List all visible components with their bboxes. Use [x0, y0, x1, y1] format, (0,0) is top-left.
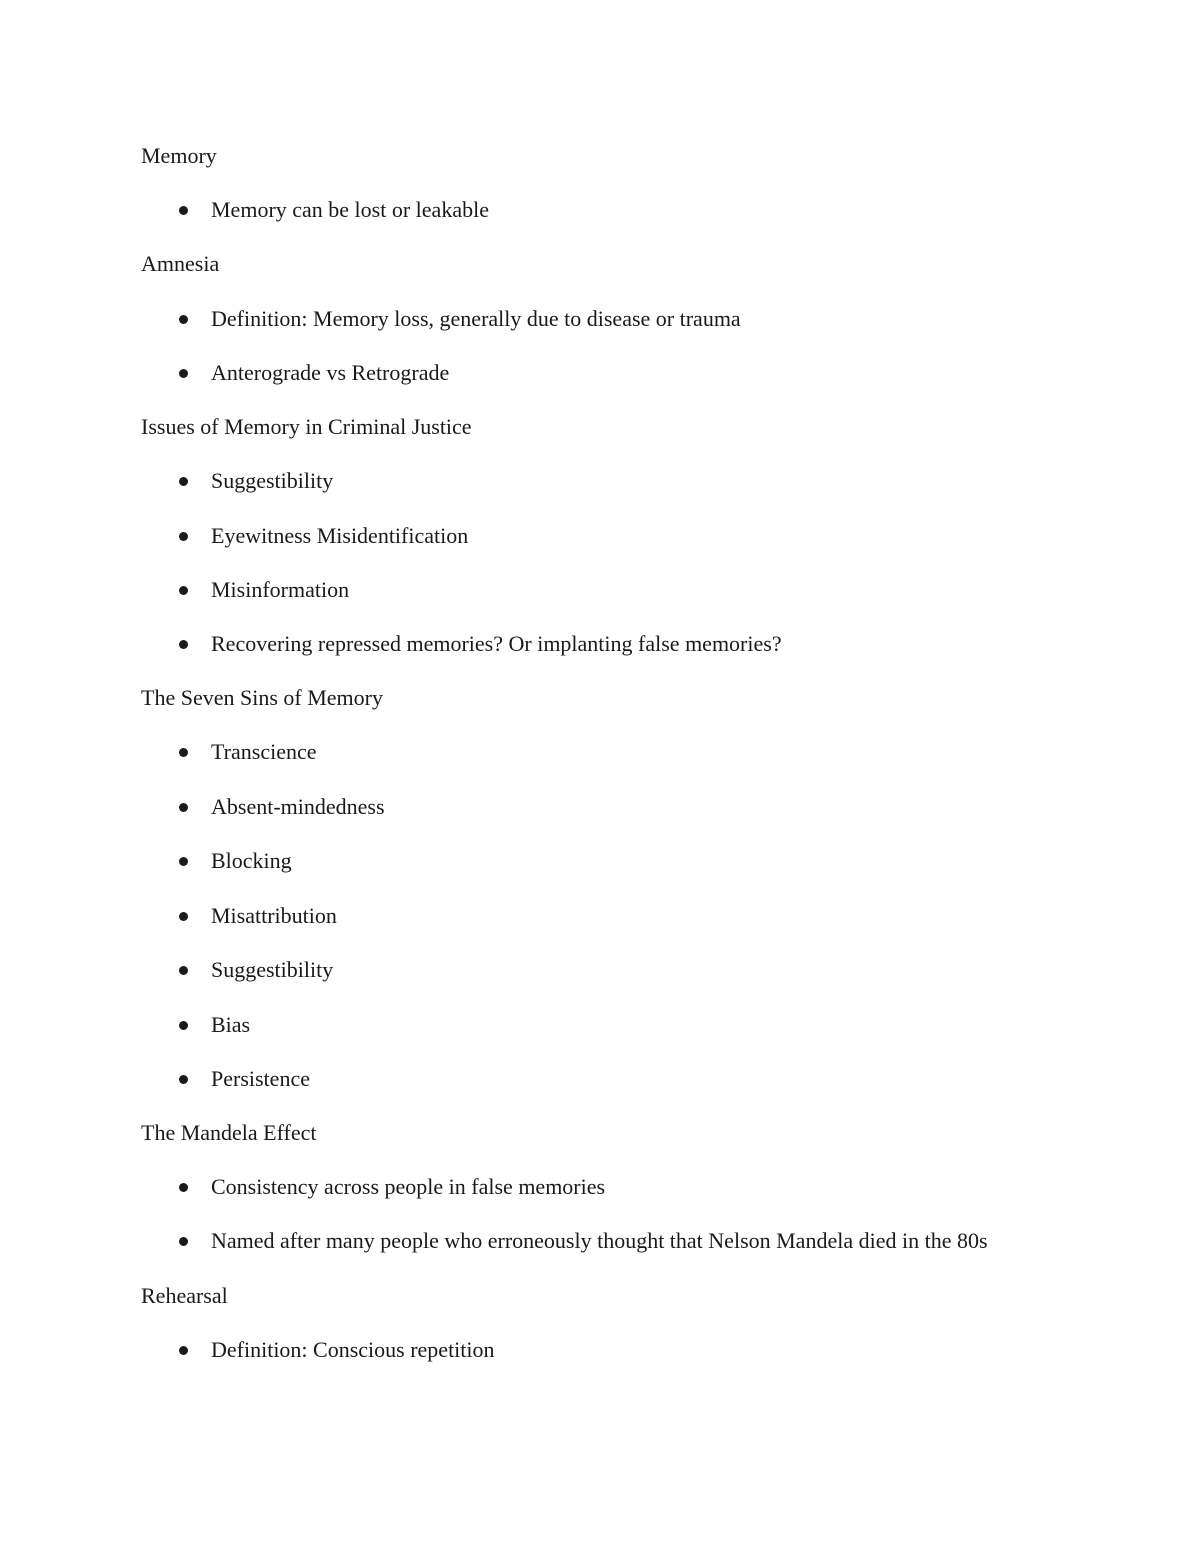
bullet-icon [179, 966, 188, 975]
bullet-icon [179, 206, 188, 215]
section-heading-memory: Memory [141, 143, 217, 168]
list-item: Blocking [211, 848, 292, 873]
list-item: Named after many people who erroneously thought that Nelson Mandela died in the 80s [211, 1228, 988, 1253]
list-item: Memory can be lost or leakable [211, 197, 489, 222]
list-item: Misinformation [211, 577, 350, 602]
section-heading-amnesia: Amnesia [141, 251, 220, 276]
bullet-icon [179, 1346, 188, 1355]
bullet-icon [179, 586, 188, 595]
list-item: Consistency across people in false memories [211, 1174, 606, 1199]
bullet-icon [179, 477, 188, 486]
bullet-icon [179, 532, 188, 541]
bullet-icon [179, 315, 188, 324]
section-heading-seven-sins: The Seven Sins of Memory [141, 685, 383, 710]
bullet-icon [179, 857, 188, 866]
list-item: Absent-mindedness [211, 794, 385, 819]
bullet-icon [179, 1183, 188, 1192]
list-item: Definition: Conscious repetition [211, 1337, 495, 1362]
list-item: Suggestibility [211, 468, 334, 493]
bullet-icon [179, 369, 188, 378]
bullet-icon [179, 1075, 188, 1084]
bullet-icon [179, 748, 188, 757]
section-heading-mandela-effect: The Mandela Effect [141, 1120, 317, 1145]
bullet-icon [179, 803, 188, 812]
bullet-icon [179, 1237, 188, 1246]
list-item: Recovering repressed memories? Or implanting false memories? [211, 631, 782, 656]
list-item: Anterograde vs Retrograde [211, 360, 450, 385]
bullet-icon [179, 912, 188, 921]
bullet-icon [179, 640, 188, 649]
list-item: Transcience [211, 739, 317, 764]
list-item: Eyewitness Misidentification [211, 523, 469, 548]
section-heading-criminal-justice: Issues of Memory in Criminal Justice [141, 414, 472, 439]
section-heading-rehearsal: Rehearsal [141, 1283, 228, 1308]
list-item: Persistence [211, 1066, 310, 1091]
list-item: Suggestibility [211, 957, 334, 982]
list-item: Bias [211, 1012, 251, 1037]
list-item: Misattribution [211, 903, 337, 928]
list-item: Definition: Memory loss, generally due to disease or trauma [211, 306, 741, 331]
bullet-icon [179, 1021, 188, 1030]
